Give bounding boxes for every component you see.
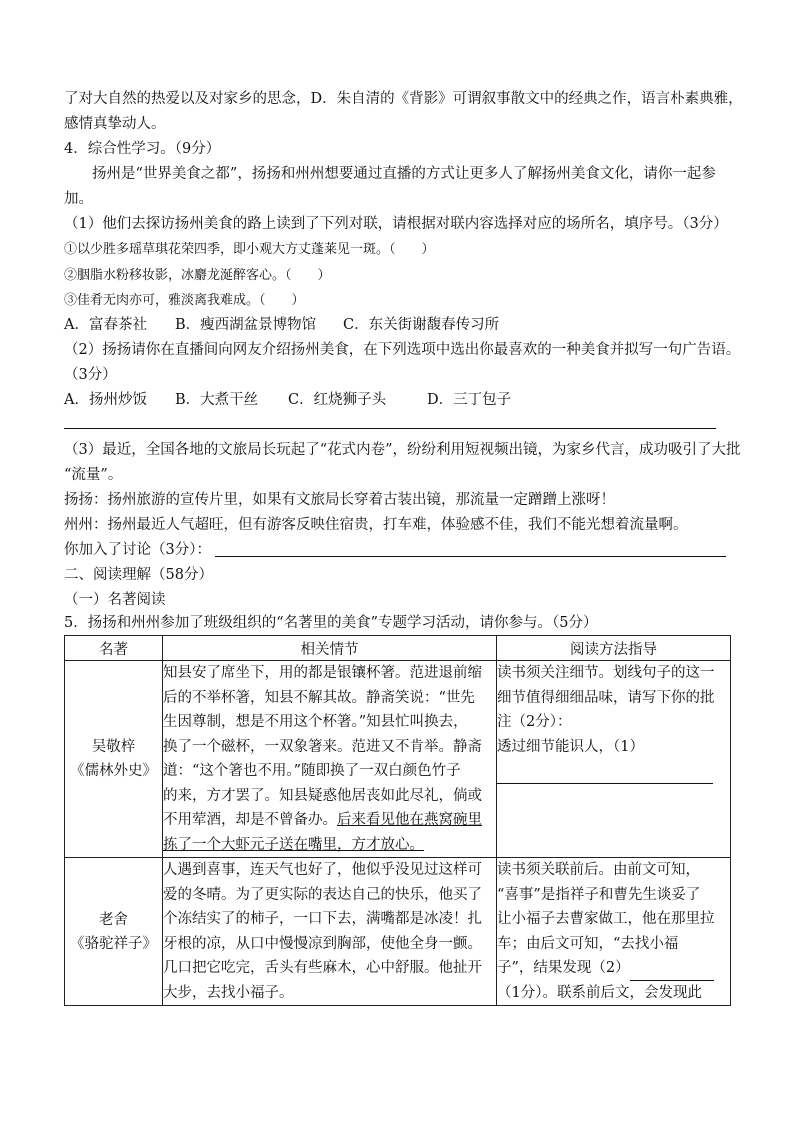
plot-cell bbox=[163, 858, 497, 1006]
guide-line: 细节值得细细品味，请写下你的批 bbox=[497, 689, 715, 706]
intro-line-2: 感情真挚动人。 bbox=[64, 116, 166, 132]
guide-cell bbox=[497, 661, 731, 858]
q4-sub2-score: （3分） bbox=[64, 367, 117, 383]
sub1-option-a: A．富春茶社 bbox=[64, 317, 147, 333]
table-header-row bbox=[65, 636, 731, 661]
discussion-answer-line[interactable] bbox=[215, 556, 726, 557]
sub2-option-d: D．三丁包子 bbox=[427, 392, 512, 408]
book-author: 吴敬梓 bbox=[91, 739, 136, 755]
table-row bbox=[65, 858, 731, 1006]
header-plot: 相关情节 bbox=[163, 636, 497, 661]
book-cell bbox=[65, 661, 163, 858]
book-title: 《儒林外史》 bbox=[70, 763, 157, 779]
result-answer-line[interactable] bbox=[630, 963, 714, 981]
underlined-sentence: 拣了一个大虾元子送在嘴里，方才放心。 bbox=[163, 836, 424, 853]
plot-line: 爱的冬晴。为了更实际的表达自己的快乐，他买了 bbox=[163, 886, 482, 903]
guide-text: 子”，结果发现（2） bbox=[497, 960, 630, 976]
q4-title: 4．综合性学习。（9分） bbox=[64, 141, 221, 157]
guide-line: 注（2分）： bbox=[497, 714, 572, 730]
join-discussion-label: 你加入了讨论（3分）： bbox=[64, 542, 211, 558]
plot-cell bbox=[163, 661, 497, 858]
q4-sub3-line-1: （3）最近，全国各地的文旅局长玩起了“花式内卷”，纷纷利用短视频出镜，为家乡代言，成功吸引了大批 bbox=[64, 442, 741, 458]
annotation-answer-line[interactable] bbox=[497, 759, 730, 784]
guide-line: 透过细节能识人，（1） bbox=[497, 738, 644, 755]
intro-line-1: 了对大自然的热爱以及对家乡的思念，D．朱自清的《背影》可谓叙事散文中的经典之作，语言朴素典雅， bbox=[64, 91, 743, 107]
sub1-option-b: B．瘦西湖盆景博物馆 bbox=[175, 317, 317, 333]
sub2-option-c: C．红烧狮子头 bbox=[288, 392, 387, 408]
book-title: 《骆驼祥子》 bbox=[70, 935, 157, 952]
guide-line: 读书须关注细节。划线句子的这一 bbox=[497, 665, 715, 681]
plot-line: 知县安了席坐下，用的都是银镶杯箸。范进退前缩 bbox=[163, 665, 482, 681]
guide-line: （1分）。联系前后文，会发现此 bbox=[497, 984, 702, 1001]
plot-line: 大步，去找小福子。 bbox=[163, 984, 294, 1001]
section-2-title: 二、阅读理解（58分） bbox=[64, 567, 213, 583]
guide-line bbox=[497, 956, 730, 981]
guide-line: 车；由后文可知，“去找小福 bbox=[497, 935, 679, 952]
book-author: 老舍 bbox=[99, 911, 128, 928]
yangyang-statement: 扬扬：扬州旅游的宣传片里，如果有文旅局长穿着古装出镜，那流量一定蹭蹭上涨呀！ bbox=[64, 492, 615, 508]
guide-cell bbox=[497, 858, 731, 1006]
table-row bbox=[65, 661, 731, 858]
plot-line: 人遇到喜事，连天气也好了，他似乎没见过这样可 bbox=[163, 862, 482, 878]
zhouzhou-statement: 州州：扬州最近人气超旺，但有游客反映住宿贵，打车难，体验感不佳，我们不能光想着流量啊。 bbox=[64, 517, 688, 533]
plot-line: 换了一个磁杯，一双象箸来。范进又不肯举。静斋 bbox=[163, 738, 482, 755]
plot-text: 不用荤酒，却是不曾备办。 bbox=[163, 812, 337, 828]
book-cell bbox=[65, 858, 163, 1006]
underlined-sentence: 后来看见他在燕窝碗里 bbox=[337, 812, 482, 828]
guide-line: 读书须关联前后。由前文可知， bbox=[497, 862, 700, 878]
couplet-1[interactable]: ①以少胜多瑶草琪花荣四季，即小观大方丈蓬莱见一斑。（ ） bbox=[64, 242, 435, 257]
plot-line: 生因尊制，想是不用这个杯箸。”知县忙叫换去， bbox=[163, 714, 468, 730]
plot-line: 几口把它吃完，舌头有些麻木，心中舒服。他扯开 bbox=[163, 960, 482, 976]
q4-para-1: 扬州是“世界美食之都”，扬扬和州州想要通过直播的方式让更多人了解扬州美食文化，请你一起参 bbox=[92, 166, 716, 182]
couplet-3[interactable]: ③佳肴无肉亦可，雅淡离我难成。（ ） bbox=[64, 293, 305, 308]
header-guide: 阅读方法指导 bbox=[497, 636, 731, 661]
plot-line: 后的不举杯箸，知县不解其故。静斋笑说：“世先 bbox=[163, 689, 475, 706]
q5-prompt: 5．扬扬和州州参加了班级组织的“名著里的美食”专题学习活动，请你参与。（5分） bbox=[64, 615, 598, 631]
sub2-option-b: B．大煮干丝 bbox=[175, 392, 259, 408]
q4-sub1-prompt: （1）他们去探访扬州美食的路上读到了下列对联，请根据对联内容选择对应的场所名，填序号。（3分） bbox=[64, 216, 728, 232]
plot-line: 牙根的凉，从口中慢慢凉到胸部，使他全身一颤。 bbox=[163, 935, 482, 952]
plot-line: 个冻结实了的柿子，一口下去，满嘴都是冰凌！扎 bbox=[163, 911, 482, 927]
plot-line: 道：“这个箸也不用。”随即换了一双白颜色竹子 bbox=[163, 763, 461, 779]
q4-sub3-line-2: “流量”。 bbox=[64, 467, 123, 483]
guide-line: 让小福子去曹家做工，他在那里拉 bbox=[497, 911, 715, 927]
plot-line: 的来，方才罢了。知县疑惑他居丧如此尽礼，倘或 bbox=[163, 787, 482, 804]
sub2-option-a: A．扬州炒饭 bbox=[64, 392, 147, 408]
guide-line: “喜事”是指祥子和曹先生谈妥了 bbox=[497, 886, 701, 903]
couplet-2[interactable]: ②胭脂水粉移妆影，冰麝龙涎醉客心。（ ） bbox=[64, 268, 331, 283]
plot-line bbox=[163, 808, 496, 833]
ad-slogan-answer-line[interactable] bbox=[64, 428, 716, 429]
header-book: 名著 bbox=[65, 636, 163, 661]
sub1-option-c: C．东关街谢馥春传习所 bbox=[343, 317, 500, 333]
reading-table bbox=[64, 635, 731, 1006]
part-1-title: （一）名著阅读 bbox=[64, 592, 166, 608]
q4-para-2: 加。 bbox=[64, 191, 93, 207]
q4-sub2-prompt: （2）扬扬请你在直播间向网友介绍扬州美食，在下列选项中选出你最喜欢的一种美食并拟写一句广告语。 bbox=[64, 342, 741, 358]
